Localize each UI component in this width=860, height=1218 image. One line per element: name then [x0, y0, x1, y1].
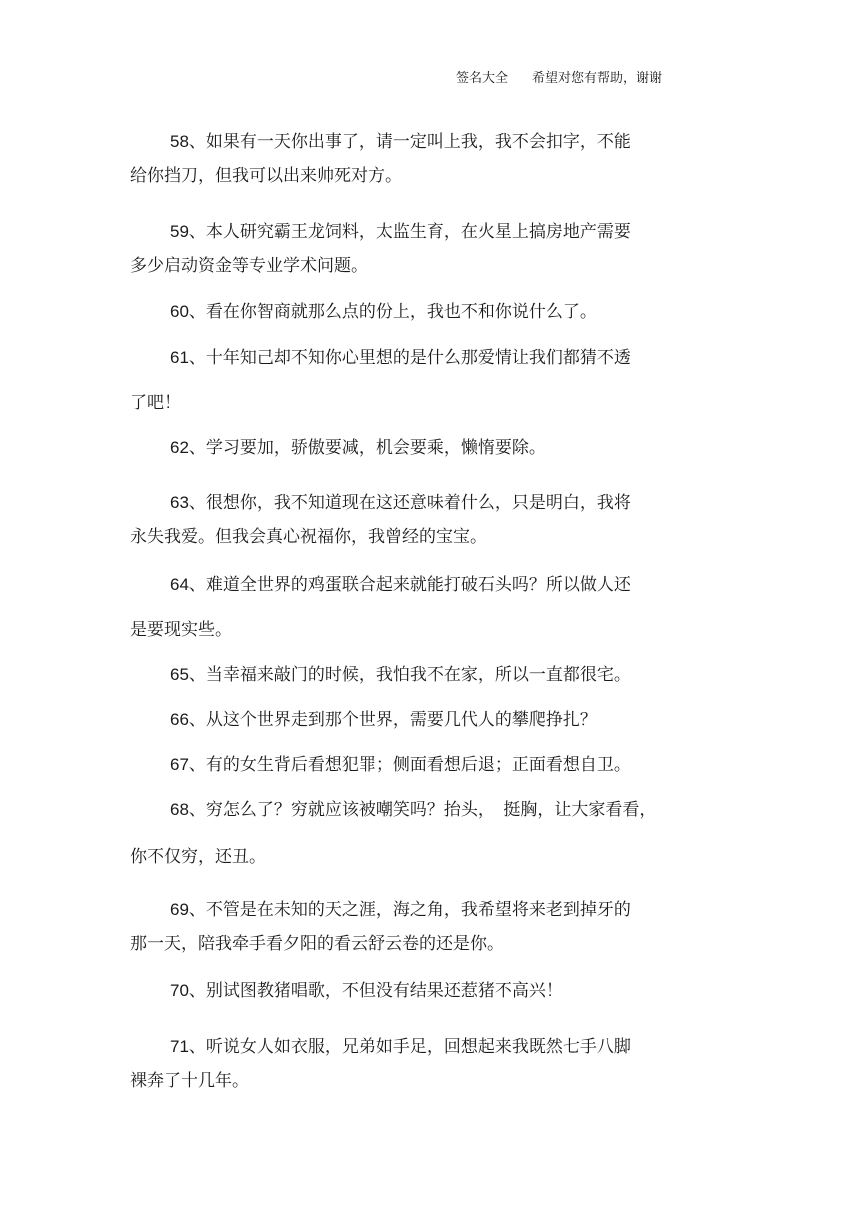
entry-number: 62	[170, 438, 189, 457]
entry-text: 、听说女人如衣服，兄弟如手足，回想起来我既然七手八脚	[188, 1037, 631, 1057]
entry-text: 、如果有一天你出事了，请一定叫上我，我不会扣字，不能	[188, 132, 631, 152]
entry-line	[170, 753, 631, 777]
entry-number: 58	[170, 132, 189, 151]
entry-text: 、学习要加，骄傲要减，机会要乘，懒惰要除。	[188, 438, 546, 458]
entry-line	[170, 220, 631, 244]
entry-line: 了吧！	[130, 393, 181, 413]
entry-number: 65	[170, 665, 189, 684]
entry-number: 66	[170, 710, 189, 729]
entry-line	[170, 491, 631, 515]
entry-text: 、穷怎么了？穷就应该被嘲笑吗？抬头， 挺胸，让大家看看，	[188, 800, 657, 820]
entry-line: 是要现实些。	[130, 620, 232, 640]
entry-number: 59	[170, 222, 189, 241]
entry-line	[170, 898, 631, 922]
entry-number: 71	[170, 1037, 189, 1056]
entry-line	[170, 130, 631, 154]
entry-text: 、很想你，我不知道现在这还意味着什么，只是明白，我将	[188, 493, 631, 513]
entry-text: 、十年知己却不知你心里想的是什么那爱情让我们都猜不透	[188, 348, 631, 368]
entry-number: 64	[170, 575, 189, 594]
entry-text: 、本人研究霸王龙饲料，太监生育，在火星上搞房地产需要	[188, 222, 631, 242]
page-header	[0, 67, 860, 87]
entry-line	[170, 300, 597, 324]
entry-line	[170, 573, 631, 597]
entry-line: 裸奔了十几年。	[130, 1071, 249, 1091]
entry-line	[170, 346, 631, 370]
entry-text: 、从这个世界走到那个世界，需要几代人的攀爬挣扎？	[188, 710, 597, 730]
entry-number: 61	[170, 348, 189, 367]
entry-number: 67	[170, 755, 189, 774]
entry-text: 、看在你智商就那么点的份上，我也不和你说什么了。	[188, 302, 597, 322]
entry-text: 、别试图教猪唱歌，不但没有结果还惹猪不高兴！	[188, 981, 563, 1001]
entry-text: 、难道全世界的鸡蛋联合起来就能打破石头吗？所以做人还	[188, 575, 631, 595]
entry-line: 那一天，陪我牵手看夕阳的看云舒云卷的还是你。	[130, 934, 504, 954]
entry-line: 多少启动资金等专业学术问题。	[130, 256, 368, 276]
entry-text: 、不管是在未知的天之涯，海之角，我希望将来老到掉牙的	[188, 900, 631, 920]
entry-number: 63	[170, 493, 189, 512]
entry-line	[170, 798, 656, 822]
entry-line	[170, 708, 597, 732]
entry-line	[170, 979, 563, 1003]
entry-line	[170, 663, 631, 687]
entry-line: 你不仅穷，还丑。	[130, 847, 266, 867]
entry-text: 、当幸福来敲门的时候，我怕我不在家，所以一直都很宅。	[188, 665, 631, 685]
entry-number: 70	[170, 981, 189, 1000]
entry-number: 69	[170, 900, 189, 919]
entry-line	[170, 1035, 631, 1059]
header-title: 签名大全	[456, 71, 509, 86]
header-subtitle: 希望对您有帮助，谢谢	[532, 71, 663, 86]
entry-text: 、有的女生背后看想犯罪；侧面看想后退；正面看想自卫。	[188, 755, 631, 775]
entry-line: 给你挡刀，但我可以出来帅死对方。	[130, 166, 402, 186]
entry-number: 60	[170, 302, 189, 321]
entry-line	[170, 436, 546, 460]
entry-number: 68	[170, 800, 189, 819]
entry-line: 永失我爱。但我会真心祝福你，我曾经的宝宝。	[130, 527, 487, 547]
